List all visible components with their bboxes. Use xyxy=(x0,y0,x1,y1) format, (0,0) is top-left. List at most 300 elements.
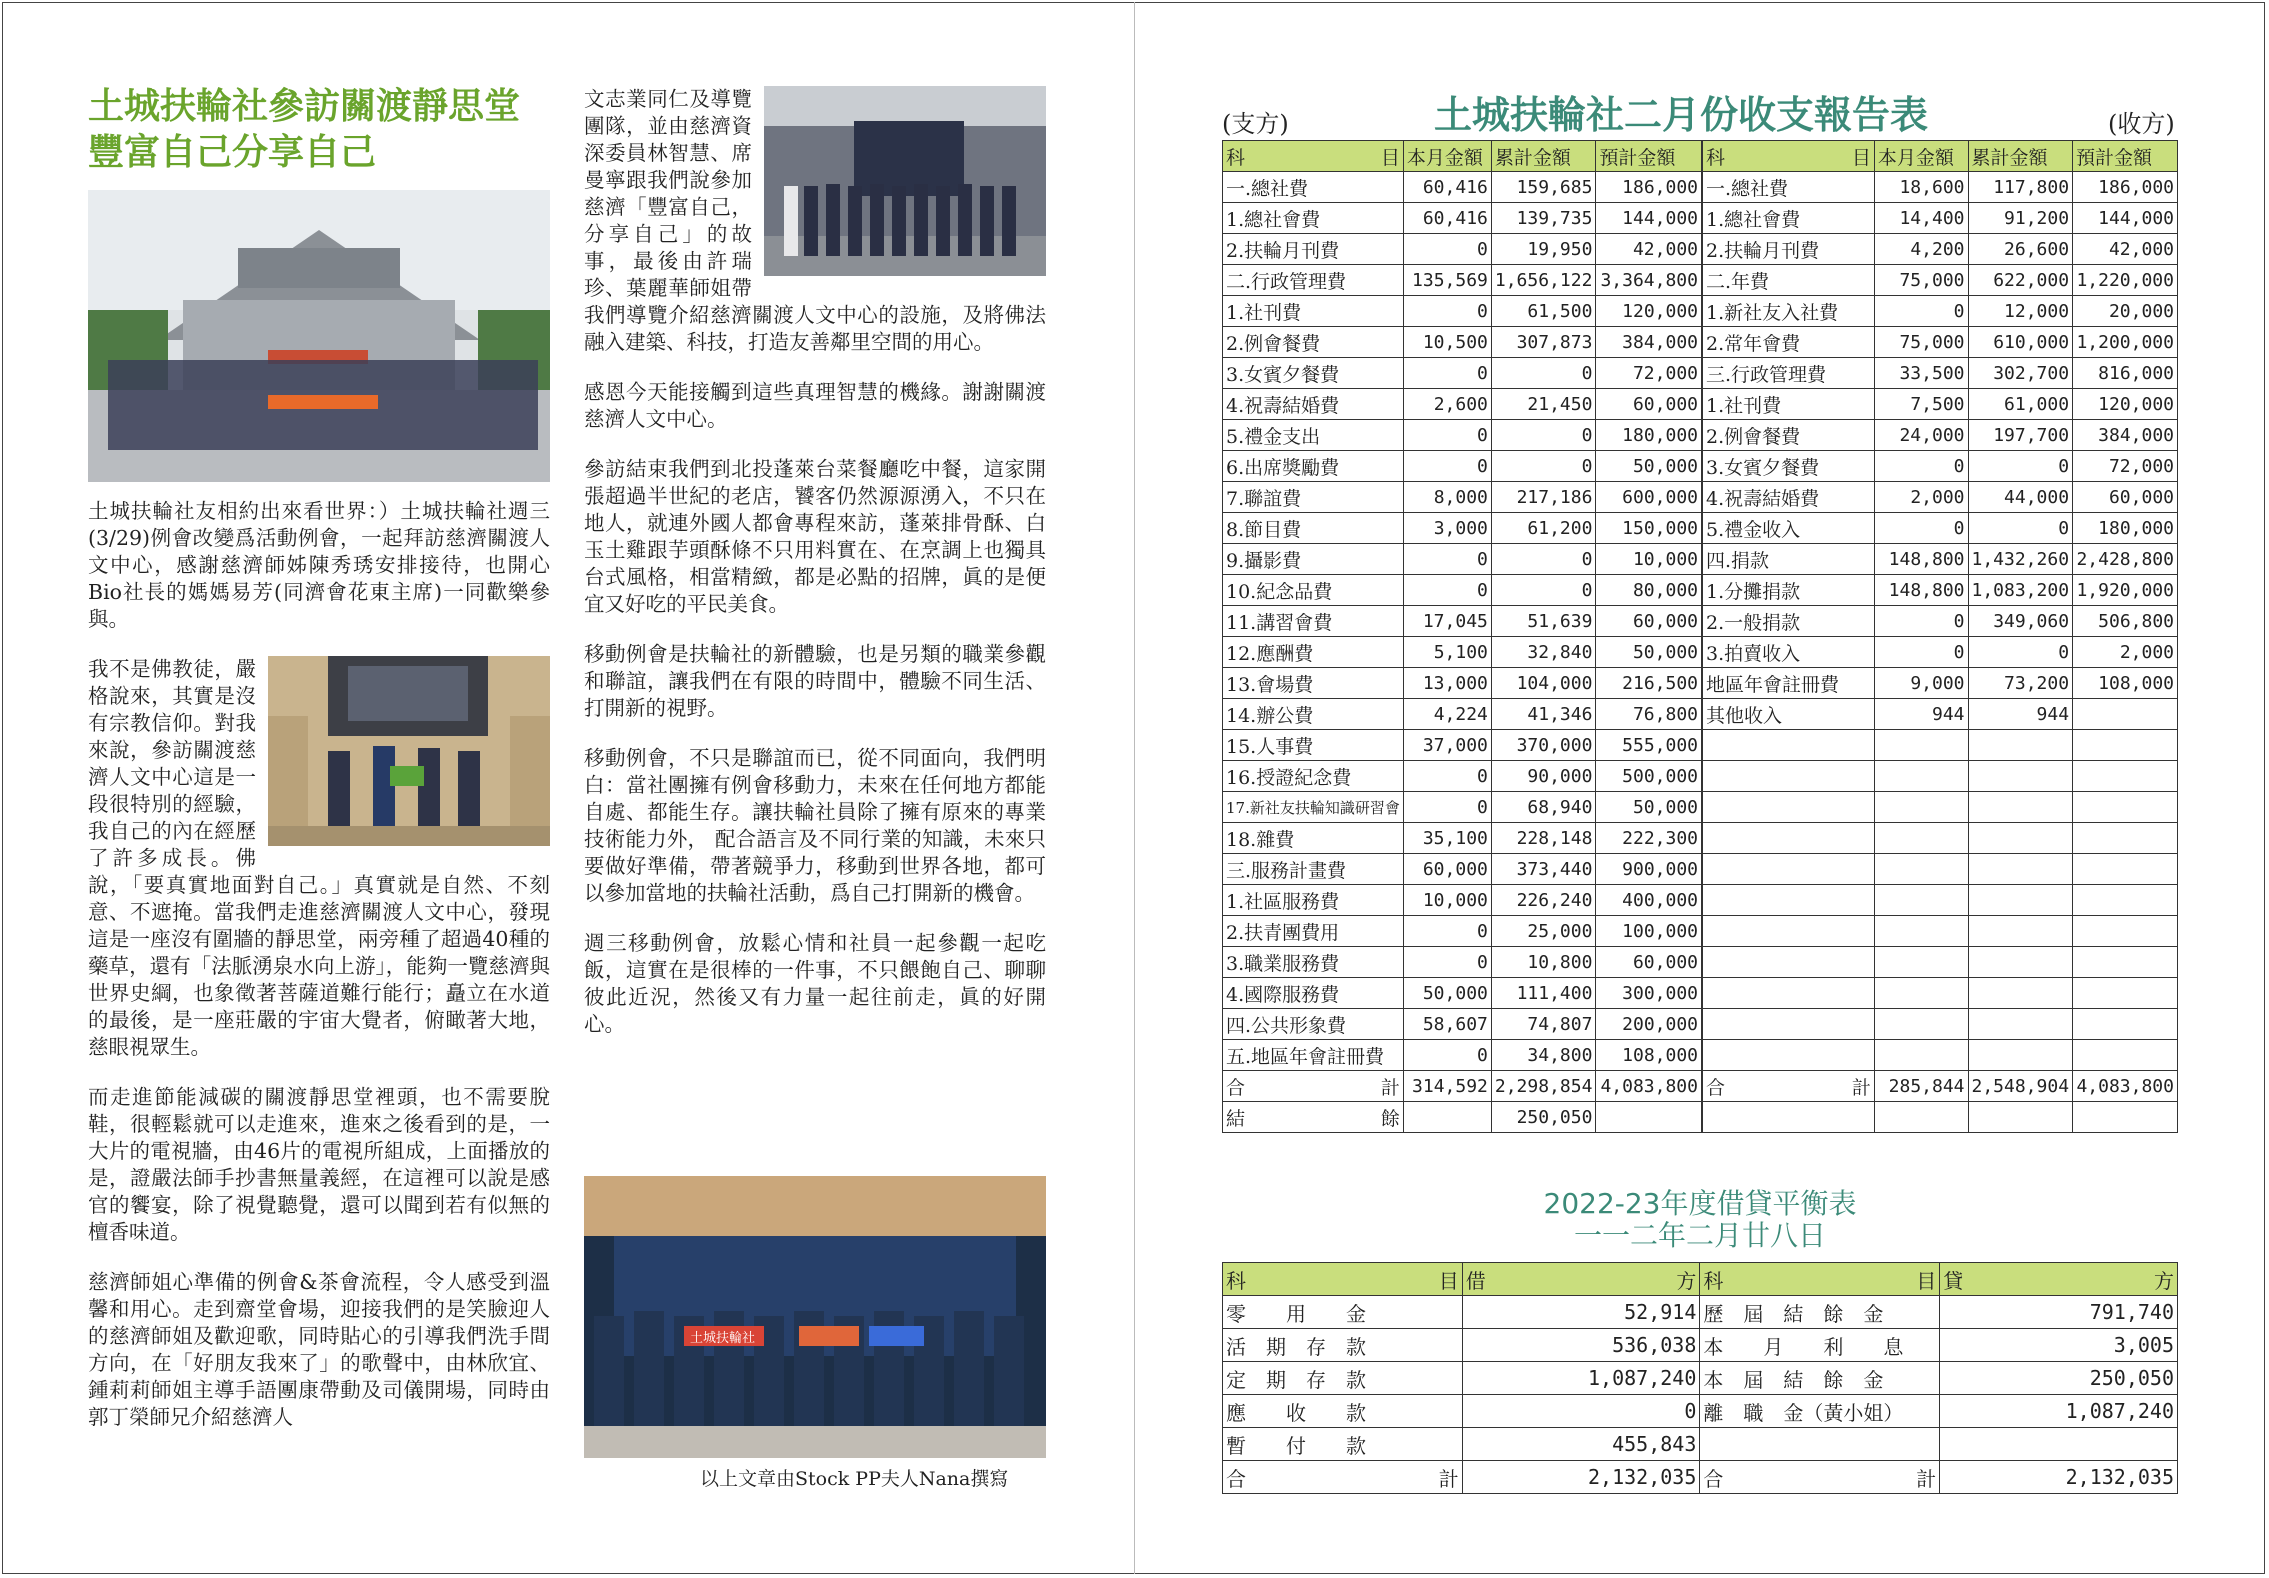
expense-subject: 11.講習會費 xyxy=(1223,606,1404,637)
expense-cumulative-amount: 68,940 xyxy=(1491,792,1596,823)
balance-row xyxy=(1223,1102,1702,1133)
expense-month-amount: 0 xyxy=(1403,947,1491,978)
expense-month-amount: 60,416 xyxy=(1403,172,1491,203)
bs-credit-subject: 歷 屆 結 餘 金 xyxy=(1700,1296,1940,1329)
expense-row xyxy=(1223,327,1702,358)
article-para-4: 慈濟師姐心準備的例會&茶會流程，令人感受到溫馨和用心。走到齋堂會場，迎接我們的是笑臉迎人的慈濟師姐及歡迎歌，同時貼心的引導我們洗手間方向，在「好朋友我來了」的歌聲中，由林欣宜、鍾莉莉師姐主導手語團康帶動及司儀開場，同時由郭丁榮師兄介紹慈濟人 xyxy=(88,1270,550,1429)
income-row xyxy=(1703,1040,2178,1071)
expense-month-amount: 50,000 xyxy=(1403,978,1491,1009)
expense-budget-amount: 222,300 xyxy=(1596,823,1702,854)
income-subject: 一.總社費 xyxy=(1703,172,1875,203)
expense-budget-amount: 72,000 xyxy=(1596,358,1702,389)
income-table xyxy=(1702,140,2178,1133)
income-total-budget: 4,083,800 xyxy=(2073,1071,2178,1102)
expense-cumulative-amount: 0 xyxy=(1491,358,1596,389)
income-row xyxy=(1703,327,2178,358)
article-column-left xyxy=(88,498,550,1454)
article-para-2: 我不是佛教徒，嚴格說來，其實是沒有宗教信仰。對我來說，參訪關渡慈濟人文中心這是一段很特別的經驗，我自己的內在經歷了許多成長。佛說，「要真實地面對自己。」真實就是自然、不刻意、不遮掩。當我們走進慈濟關渡人文中心，發現這是一座沒有圍牆的靜思堂，兩旁種了超過40種的藥草，還有「法脈湧泉水向上游」，能夠一覽慈濟與世界史綱，也象徵著菩薩道難行能行；矗立在水道的最後，是一座莊嚴的宇宙大覺者，俯瞰著大地，慈眼視眾生。 xyxy=(88,657,550,1059)
income-budget-amount: 20,000 xyxy=(2073,296,2178,327)
bs-credit-amount: 791,740 xyxy=(1940,1296,2178,1329)
expense-row xyxy=(1223,420,1702,451)
expense-side-label: (支方) xyxy=(1222,110,1289,138)
expense-month-amount: 10,500 xyxy=(1403,327,1491,358)
expense-cumulative-amount: 10,800 xyxy=(1491,947,1596,978)
expense-month-amount: 0 xyxy=(1403,358,1491,389)
expense-subject: 3.女賓夕餐費 xyxy=(1223,358,1404,389)
expense-cumulative-amount: 217,186 xyxy=(1491,482,1596,513)
income-row xyxy=(1703,730,2178,761)
expense-budget-amount: 900,000 xyxy=(1596,854,1702,885)
expense-month-amount: 3,000 xyxy=(1403,513,1491,544)
expense-row xyxy=(1223,792,1702,823)
income-subject: 3.女賓夕餐費 xyxy=(1703,451,1875,482)
bs-debit-amount: 455,843 xyxy=(1462,1428,1700,1461)
income-month-amount: 0 xyxy=(1874,451,1968,482)
expense-row xyxy=(1223,482,1702,513)
income-subject: 地區年會註冊費 xyxy=(1703,668,1875,699)
expense-month-amount: 2,600 xyxy=(1403,389,1491,420)
expense-budget-amount: 300,000 xyxy=(1596,978,1702,1009)
article-para-9: 移動例會，不只是聯誼而已，從不同面向，我們明白：當社團擁有例會移動力，未來在任何地方都能自處、都能生存。讓扶輪社員除了擁有原來的專業技術能力外， 配合語言及不同行業的知識，未來只要做好準備，帶著競爭力，移動到世界各地，都可以參加當地的扶輪社活動，爲自己打開新的機會。 xyxy=(584,746,1046,905)
bs-debit-total: 2,132,035 xyxy=(1462,1461,1700,1494)
page-fold xyxy=(1134,2,1135,1574)
expense-row xyxy=(1223,823,1702,854)
income-budget-amount: 186,000 xyxy=(2073,172,2178,203)
income-month-amount: 148,800 xyxy=(1874,575,1968,606)
expense-row xyxy=(1223,606,1702,637)
income-subject: 2.常年會費 xyxy=(1703,327,1875,358)
expense-budget-amount: 50,000 xyxy=(1596,451,1702,482)
income-header-row xyxy=(1703,141,2178,172)
banner-text: 土城扶輪社 xyxy=(690,1331,756,1346)
expense-cumulative-amount: 19,950 xyxy=(1491,234,1596,265)
income-row xyxy=(1703,637,2178,668)
expense-row xyxy=(1223,637,1702,668)
income-subject: 2.一般捐款 xyxy=(1703,606,1875,637)
expense-budget-amount: 50,000 xyxy=(1596,792,1702,823)
expense-row xyxy=(1223,544,1702,575)
expense-month-amount: 0 xyxy=(1403,575,1491,606)
income-row xyxy=(1703,854,2178,885)
expense-row xyxy=(1223,296,1702,327)
income-cumulative-amount: 44,000 xyxy=(1968,482,2073,513)
balance-sheet-date: 一一二年二月廿八日 xyxy=(1573,1219,1826,1252)
expense-cumulative-amount: 61,500 xyxy=(1491,296,1596,327)
expense-cumulative-amount: 370,000 xyxy=(1491,730,1596,761)
article-para-8: 移動例會是扶輪社的新體驗，也是另類的職業參觀和聯誼，讓我們在有限的時間中，體驗不同生活、打開新的視野。 xyxy=(584,642,1046,720)
income-row xyxy=(1703,668,2178,699)
expense-budget-amount: 400,000 xyxy=(1596,885,1702,916)
expense-cumulative-amount: 0 xyxy=(1491,451,1596,482)
expense-month-amount: 10,000 xyxy=(1403,885,1491,916)
expense-cumulative-amount: 139,735 xyxy=(1491,203,1596,234)
income-total-cumulative: 2,548,904 xyxy=(1968,1071,2073,1102)
income-subject: 1.總社會費 xyxy=(1703,203,1875,234)
income-cumulative-amount: 117,800 xyxy=(1968,172,2073,203)
income-row xyxy=(1703,916,2178,947)
income-subject: 1.分攤捐款 xyxy=(1703,575,1875,606)
expense-cumulative-amount: 0 xyxy=(1491,544,1596,575)
article-para-10: 週三移動例會，放鬆心情和社員一起參觀一起吃飯，這實在是很棒的一件事，不只餵飽自己、聊聊彼此近況，然後又有力量一起往前走，眞的好開心。 xyxy=(584,931,1046,1036)
income-row xyxy=(1703,761,2178,792)
expense-month-header: 本月金額 xyxy=(1403,141,1491,172)
expense-subject: 一.總社費 xyxy=(1223,172,1404,203)
income-cumulative-amount: 197,700 xyxy=(1968,420,2073,451)
income-subject: 3.拍賣收入 xyxy=(1703,637,1875,668)
bs-credit-amount: 1,087,240 xyxy=(1940,1395,2178,1428)
expense-cumulative-amount: 226,240 xyxy=(1491,885,1596,916)
expense-subject: 8.節目費 xyxy=(1223,513,1404,544)
income-row xyxy=(1703,451,2178,482)
bs-credit-subject: 本 屆 結 餘 金 xyxy=(1700,1362,1940,1395)
bs-debit-subject: 定 期 存 款 xyxy=(1223,1362,1463,1395)
expense-budget-amount: 216,500 xyxy=(1596,668,1702,699)
bs-debit-subject: 零 用 金 xyxy=(1223,1296,1463,1329)
income-row xyxy=(1703,513,2178,544)
bs-debit-amount: 52,914 xyxy=(1462,1296,1700,1329)
income-month-amount: 944 xyxy=(1874,699,1968,730)
expense-cumulative-amount: 25,000 xyxy=(1491,916,1596,947)
income-row xyxy=(1703,575,2178,606)
bs-total-label-credit: 合 計 xyxy=(1700,1461,1940,1494)
bs-credit-subject: 本 月 利 息 xyxy=(1700,1329,1940,1362)
expense-cumulative-amount: 0 xyxy=(1491,420,1596,451)
income-row xyxy=(1703,265,2178,296)
expense-row xyxy=(1223,513,1702,544)
income-cumulative-amount: 12,000 xyxy=(1968,296,2073,327)
expense-month-amount: 0 xyxy=(1403,451,1491,482)
expense-month-amount: 58,607 xyxy=(1403,1009,1491,1040)
balance-sheet-total-row xyxy=(1223,1461,2178,1494)
income-row xyxy=(1703,1009,2178,1040)
income-month-amount: 2,000 xyxy=(1874,482,1968,513)
balance-sheet-row xyxy=(1223,1329,2178,1362)
expense-subject: 18.雜費 xyxy=(1223,823,1404,854)
expense-row xyxy=(1223,265,1702,296)
income-cumulative-amount: 1,432,260 xyxy=(1968,544,2073,575)
income-row xyxy=(1703,947,2178,978)
balance-sheet-title: 2022-23年度借貸平衡表 xyxy=(1543,1187,1857,1220)
expense-budget-amount: 500,000 xyxy=(1596,761,1702,792)
income-row xyxy=(1703,978,2178,1009)
expense-budget-amount: 10,000 xyxy=(1596,544,1702,575)
expense-subject: 4.國際服務費 xyxy=(1223,978,1404,1009)
income-month-amount: 9,000 xyxy=(1874,668,1968,699)
expense-row xyxy=(1223,172,1702,203)
income-row xyxy=(1703,203,2178,234)
expense-row xyxy=(1223,699,1702,730)
photo-group-temple xyxy=(88,190,550,482)
income-budget-header: 預計金額 xyxy=(2073,141,2178,172)
expense-row xyxy=(1223,854,1702,885)
expense-subject: 1.總社會費 xyxy=(1223,203,1404,234)
income-subject: 5.禮金收入 xyxy=(1703,513,1875,544)
income-month-amount: 14,400 xyxy=(1874,203,1968,234)
expense-budget-amount: 76,800 xyxy=(1596,699,1702,730)
income-row xyxy=(1703,172,2178,203)
income-cumulative-amount: 61,000 xyxy=(1968,389,2073,420)
expense-budget-amount: 100,000 xyxy=(1596,916,1702,947)
expense-budget-amount: 186,000 xyxy=(1596,172,1702,203)
article-para-5: 文志業同仁及導覽團隊，並由慈濟資深委員林智慧、席曼寧跟我們說參加慈濟「豐富自己，分享自己」的故事，最後由許瑞珍、葉麗華師姐帶我們導覽介紹慈濟關渡人文中心的設施，及將佛法融入建築、科技，打造友善鄰里空間的用心。 xyxy=(584,87,1046,354)
expense-total-month: 314,592 xyxy=(1403,1071,1491,1102)
expense-row xyxy=(1223,234,1702,265)
expense-budget-amount: 600,000 xyxy=(1596,482,1702,513)
expense-subject: 二.行政管理費 xyxy=(1223,265,1404,296)
income-budget-amount: 816,000 xyxy=(2073,358,2178,389)
expense-budget-amount: 200,000 xyxy=(1596,1009,1702,1040)
expense-month-amount: 60,000 xyxy=(1403,854,1491,885)
expense-subject: 四.公共形象費 xyxy=(1223,1009,1404,1040)
expense-month-amount: 0 xyxy=(1403,792,1491,823)
income-total-label: 合 計 xyxy=(1703,1071,1875,1102)
income-cumulative-amount: 302,700 xyxy=(1968,358,2073,389)
article-para-7: 參訪結束我們到北投蓬萊台菜餐廳吃中餐，這家開張超過半世紀的老店，饕客仍然源源湧入，不只在地人，就連外國人都會專程來訪，蓬萊排骨酥、白玉土雞跟芋頭酥條不只用料實在、在烹調上也獨具台式風格，相當精緻，都是必點的招牌，眞的是便宜又好吃的平民美食。 xyxy=(584,457,1046,616)
expense-cumulative-amount: 307,873 xyxy=(1491,327,1596,358)
expense-subject: 2.例會餐費 xyxy=(1223,327,1404,358)
expense-cumulative-amount: 159,685 xyxy=(1491,172,1596,203)
income-row xyxy=(1703,606,2178,637)
expense-month-amount: 60,416 xyxy=(1403,203,1491,234)
expense-cumulative-amount: 21,450 xyxy=(1491,389,1596,420)
expense-subject: 2.扶輪月刊費 xyxy=(1223,234,1404,265)
expense-row xyxy=(1223,668,1702,699)
income-budget-amount: 1,200,000 xyxy=(2073,327,2178,358)
income-subject: 1.社刊費 xyxy=(1703,389,1875,420)
total-label: 合 計 xyxy=(1223,1071,1404,1102)
income-month-amount: 18,600 xyxy=(1874,172,1968,203)
expense-budget-amount: 108,000 xyxy=(1596,1040,1702,1071)
expense-total-cumulative: 2,298,854 xyxy=(1491,1071,1596,1102)
expense-month-amount: 37,000 xyxy=(1403,730,1491,761)
expense-subject: 7.聯誼費 xyxy=(1223,482,1404,513)
expense-budget-amount: 42,000 xyxy=(1596,234,1702,265)
expense-subject: 13.會場費 xyxy=(1223,668,1404,699)
income-row xyxy=(1703,823,2178,854)
bs-debit-subject-header: 科 目 xyxy=(1223,1263,1463,1296)
expense-row xyxy=(1223,575,1702,606)
expense-budget-amount: 144,000 xyxy=(1596,203,1702,234)
expense-row xyxy=(1223,916,1702,947)
income-month-amount: 148,800 xyxy=(1874,544,1968,575)
expense-subject: 3.職業服務費 xyxy=(1223,947,1404,978)
expense-subject: 12.應酬費 xyxy=(1223,637,1404,668)
income-subject: 2.扶輪月刊費 xyxy=(1703,234,1875,265)
income-month-amount: 75,000 xyxy=(1874,327,1968,358)
expense-row xyxy=(1223,358,1702,389)
expense-cumulative-amount: 1,656,122 xyxy=(1491,265,1596,296)
bs-debit-subject: 應 收 款 xyxy=(1223,1395,1463,1428)
income-cumulative-amount: 1,083,200 xyxy=(1968,575,2073,606)
expense-row xyxy=(1223,978,1702,1009)
expense-header-row xyxy=(1223,141,1702,172)
expense-row xyxy=(1223,1009,1702,1040)
expense-subject: 14.辦公費 xyxy=(1223,699,1404,730)
bs-credit-subject xyxy=(1700,1428,1940,1461)
income-subject: 4.祝壽結婚費 xyxy=(1703,482,1875,513)
income-subject: 二.年費 xyxy=(1703,265,1875,296)
income-budget-amount: 1,220,000 xyxy=(2073,265,2178,296)
income-cumulative-header: 累計金額 xyxy=(1968,141,2073,172)
expense-budget-amount: 80,000 xyxy=(1596,575,1702,606)
expense-month-amount: 0 xyxy=(1403,1040,1491,1071)
expense-cumulative-amount: 373,440 xyxy=(1491,854,1596,885)
expense-cumulative-amount: 0 xyxy=(1491,575,1596,606)
expense-subject: 9.攝影費 xyxy=(1223,544,1404,575)
expense-budget-amount: 60,000 xyxy=(1596,389,1702,420)
expense-budget-amount: 180,000 xyxy=(1596,420,1702,451)
expense-row xyxy=(1223,1040,1702,1071)
income-cumulative-amount: 622,000 xyxy=(1968,265,2073,296)
expense-budget-amount: 120,000 xyxy=(1596,296,1702,327)
expense-budget-amount: 384,000 xyxy=(1596,327,1702,358)
expense-budget-amount: 60,000 xyxy=(1596,606,1702,637)
income-month-amount: 33,500 xyxy=(1874,358,1968,389)
income-budget-amount: 108,000 xyxy=(2073,668,2178,699)
income-row xyxy=(1703,792,2178,823)
expense-row xyxy=(1223,389,1702,420)
income-row xyxy=(1703,389,2178,420)
photo-gift-presentation xyxy=(268,656,550,846)
expense-row xyxy=(1223,203,1702,234)
balance-sheet-row xyxy=(1223,1362,2178,1395)
income-cumulative-amount: 0 xyxy=(1968,513,2073,544)
expense-budget-amount: 50,000 xyxy=(1596,637,1702,668)
expense-subject-header: 科 目 xyxy=(1223,141,1404,172)
expense-month-amount: 135,569 xyxy=(1403,265,1491,296)
expense-subject: 2.扶青團費用 xyxy=(1223,916,1404,947)
income-row xyxy=(1703,420,2178,451)
income-budget-amount: 120,000 xyxy=(2073,389,2178,420)
article-para-6: 感恩今天能接觸到這些真理智慧的機緣。謝謝關渡慈濟人文中心。 xyxy=(584,380,1046,431)
balance-sheet-row xyxy=(1223,1296,2178,1329)
income-budget-amount: 42,000 xyxy=(2073,234,2178,265)
bs-total-label-debit: 合 計 xyxy=(1223,1461,1463,1494)
expense-total-row xyxy=(1223,1071,1702,1102)
expense-subject: 三.服務計畫費 xyxy=(1223,854,1404,885)
expense-month-amount: 5,100 xyxy=(1403,637,1491,668)
income-budget-amount: 60,000 xyxy=(2073,482,2178,513)
article-column-right xyxy=(584,86,1046,1061)
expense-cumulative-amount: 228,148 xyxy=(1491,823,1596,854)
income-month-header: 本月金額 xyxy=(1874,141,1968,172)
income-budget-amount: 1,920,000 xyxy=(2073,575,2178,606)
expense-cumulative-amount: 74,807 xyxy=(1491,1009,1596,1040)
income-budget-amount: 180,000 xyxy=(2073,513,2178,544)
bs-credit-total: 2,132,035 xyxy=(1940,1461,2178,1494)
expense-table xyxy=(1222,140,1702,1133)
balance-value: 250,050 xyxy=(1491,1102,1596,1133)
income-row xyxy=(1703,699,2178,730)
expense-cumulative-amount: 104,000 xyxy=(1491,668,1596,699)
income-month-amount: 24,000 xyxy=(1874,420,1968,451)
income-cumulative-amount: 0 xyxy=(1968,637,2073,668)
income-month-amount: 0 xyxy=(1874,296,1968,327)
income-subject-header: 科 目 xyxy=(1703,141,1875,172)
expense-row xyxy=(1223,947,1702,978)
income-subject: 三.行政管理費 xyxy=(1703,358,1875,389)
balance-sheet-table xyxy=(1222,1262,2178,1494)
expense-month-amount: 17,045 xyxy=(1403,606,1491,637)
expense-subject: 17.新社友扶輪知識研習會 xyxy=(1223,792,1404,823)
expense-cumulative-amount: 32,840 xyxy=(1491,637,1596,668)
expense-row xyxy=(1223,730,1702,761)
expense-cumulative-header: 累計金額 xyxy=(1491,141,1596,172)
bs-debit-amount: 1,087,240 xyxy=(1462,1362,1700,1395)
article-para-3: 而走進節能減碳的關渡靜思堂裡頭，也不需要脫鞋，很輕鬆就可以走進來，進來之後看到的是，一大片的電視牆，由46片的電視所組成，上面播放的是，證嚴法師手抄書無量義經，在這裡可以說是感官的饗宴，除了視覺聽覺，還可以聞到若有似無的檀香味道。 xyxy=(88,1085,550,1244)
expense-subject: 6.出席獎勵費 xyxy=(1223,451,1404,482)
income-month-amount: 4,200 xyxy=(1874,234,1968,265)
expense-subject: 10.紀念品費 xyxy=(1223,575,1404,606)
bs-credit-amount: 250,050 xyxy=(1940,1362,2178,1395)
income-side-label: (收方) xyxy=(2108,110,2175,138)
income-month-amount: 0 xyxy=(1874,606,1968,637)
bs-debit-subject: 活 期 存 款 xyxy=(1223,1329,1463,1362)
income-month-amount: 7,500 xyxy=(1874,389,1968,420)
bs-debit-subject: 暫 付 款 xyxy=(1223,1428,1463,1461)
expense-row xyxy=(1223,451,1702,482)
expense-budget-header: 預計金額 xyxy=(1596,141,1702,172)
income-cumulative-amount: 73,200 xyxy=(1968,668,2073,699)
expense-month-amount: 13,000 xyxy=(1403,668,1491,699)
income-row xyxy=(1703,358,2178,389)
bs-debit-amount: 0 xyxy=(1462,1395,1700,1428)
income-row xyxy=(1703,544,2178,575)
expense-subject: 16.授證紀念費 xyxy=(1223,761,1404,792)
income-month-amount: 75,000 xyxy=(1874,265,1968,296)
income-subject: 1.新社友入社費 xyxy=(1703,296,1875,327)
expense-month-amount: 0 xyxy=(1403,544,1491,575)
income-month-amount: 0 xyxy=(1874,513,1968,544)
article-title xyxy=(88,84,520,176)
balance-sheet-heading xyxy=(1222,1188,2178,1252)
balance-sheet-header-row xyxy=(1223,1263,2178,1296)
income-subject: 四.捐款 xyxy=(1703,544,1875,575)
expense-cumulative-amount: 34,800 xyxy=(1491,1040,1596,1071)
income-cumulative-amount: 944 xyxy=(1968,699,2073,730)
income-total-row xyxy=(1703,1071,2178,1102)
income-budget-amount: 2,000 xyxy=(2073,637,2178,668)
report-title: 土城扶輪社二月份收支報告表 xyxy=(1434,93,1929,137)
expense-cumulative-amount: 41,346 xyxy=(1491,699,1596,730)
balance-sheet-row xyxy=(1223,1395,2178,1428)
income-budget-amount: 72,000 xyxy=(2073,451,2178,482)
expense-total-budget: 4,083,800 xyxy=(1596,1071,1702,1102)
expense-subject: 1.社區服務費 xyxy=(1223,885,1404,916)
income-budget-amount: 506,800 xyxy=(2073,606,2178,637)
photo-hall-group xyxy=(764,86,1046,276)
expense-month-amount: 0 xyxy=(1403,234,1491,265)
expense-month-amount: 0 xyxy=(1403,420,1491,451)
balance-label: 結 餘 xyxy=(1223,1102,1404,1133)
expense-budget-amount: 150,000 xyxy=(1596,513,1702,544)
expense-cumulative-amount: 111,400 xyxy=(1491,978,1596,1009)
income-row xyxy=(1703,885,2178,916)
bs-debit-header: 借 方 xyxy=(1462,1263,1700,1296)
expense-subject: 5.禮金支出 xyxy=(1223,420,1404,451)
expense-row xyxy=(1223,761,1702,792)
income-cumulative-amount: 610,000 xyxy=(1968,327,2073,358)
expense-budget-amount: 3,364,800 xyxy=(1596,265,1702,296)
article-para-1: 土城扶輪社友相約出來看世界：）土城扶輪社週三(3/29)例會改變爲活動例會，一起拜訪慈濟關渡人文中心，感謝慈濟師姊陳秀琇安排接待，也開心Bio社長的媽媽易芳(同濟會花東主席)一同歡樂參與。 xyxy=(88,499,550,631)
income-budget-amount: 144,000 xyxy=(2073,203,2178,234)
income-cumulative-amount: 0 xyxy=(1968,451,2073,482)
income-budget-amount: 384,000 xyxy=(2073,420,2178,451)
balance-sheet-row xyxy=(1223,1428,2178,1461)
expense-month-amount: 4,224 xyxy=(1403,699,1491,730)
expense-cumulative-amount: 61,200 xyxy=(1491,513,1596,544)
income-row xyxy=(1703,296,2178,327)
